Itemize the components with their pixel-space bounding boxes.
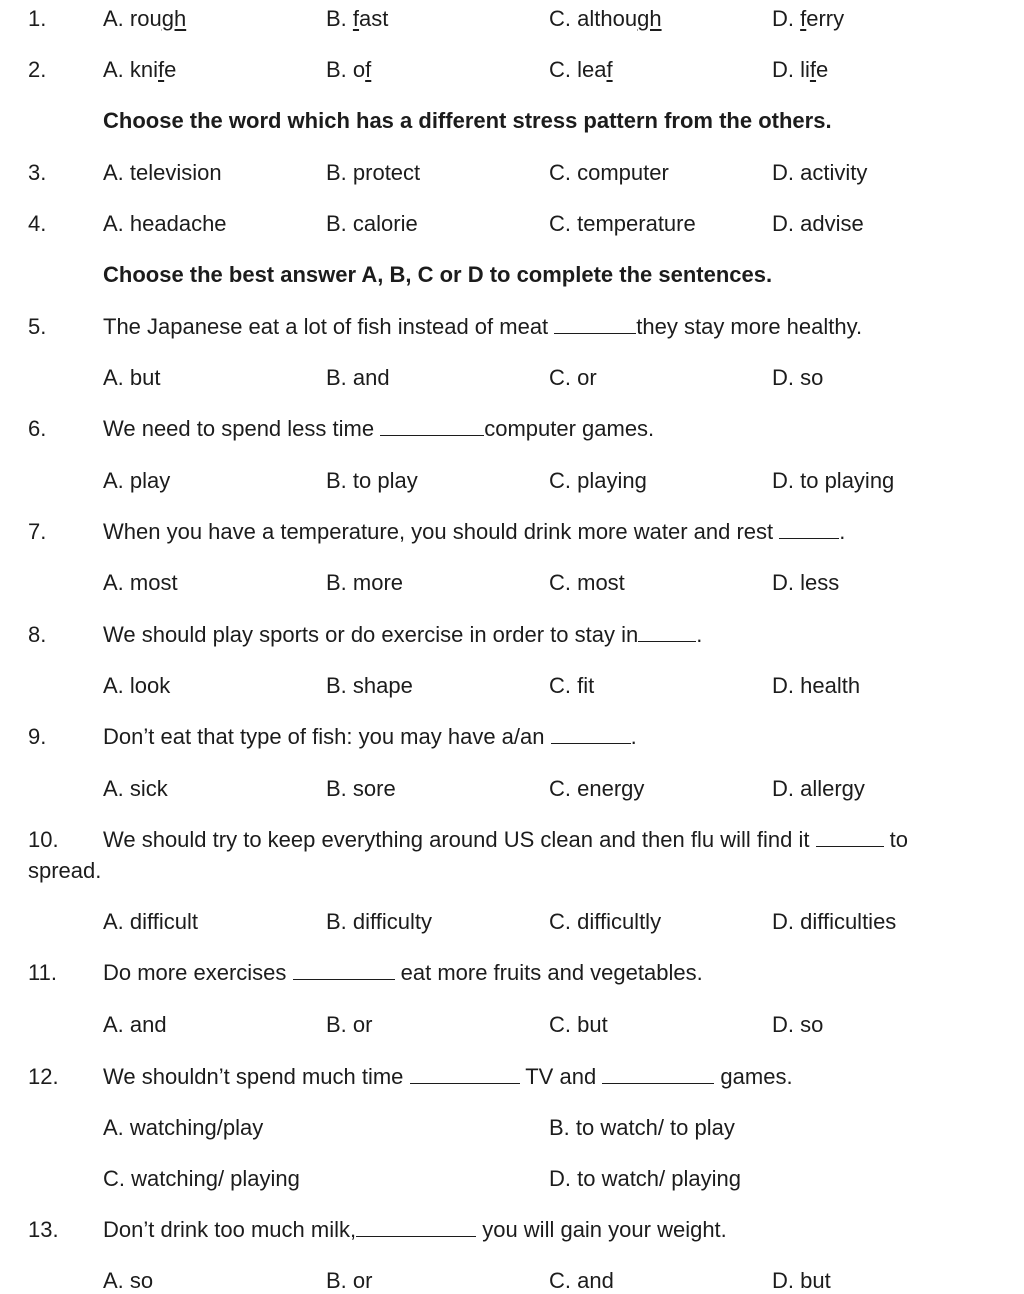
answer-blank[interactable] <box>293 960 395 980</box>
option-b[interactable]: B. sore <box>326 776 396 801</box>
option-d[interactable]: D. difficulties <box>772 909 897 934</box>
section-heading: Choose the best answer A, B, C or D to complete the sentences. <box>103 262 773 287</box>
question-number: 9. <box>28 724 47 749</box>
option-b[interactable]: B. to play <box>326 468 418 493</box>
option-c[interactable]: C. playing <box>549 468 647 493</box>
question-text: When you have a temperature, you should drink more water and rest . <box>103 519 846 544</box>
option-b[interactable]: B. protect <box>326 160 421 185</box>
answer-blank[interactable] <box>602 1064 714 1084</box>
underlined-sound: gh <box>161 6 187 31</box>
underlined-sound: f <box>352 6 360 31</box>
option-a[interactable]: A. play <box>103 468 171 493</box>
option-d[interactable]: D. allergy <box>772 776 865 801</box>
option-d[interactable]: D. life <box>772 57 829 82</box>
option-a[interactable]: A. television <box>103 160 222 185</box>
option-b[interactable]: B. shape <box>326 673 413 698</box>
question-number: 6. <box>28 416 47 441</box>
option-d[interactable]: D. to watch/ playing <box>549 1166 741 1191</box>
option-d[interactable]: D. to playing <box>772 468 895 493</box>
question-text: Do more exercises eat more fruits and vegetables. <box>103 960 703 985</box>
option-b[interactable]: B. more <box>326 570 404 595</box>
option-c[interactable]: C. but <box>549 1012 608 1037</box>
option-c[interactable]: C. or <box>549 365 597 390</box>
question-number: 12. <box>28 1064 59 1089</box>
question-number: 7. <box>28 519 47 544</box>
question-number: 13. <box>28 1217 59 1242</box>
option-b[interactable]: B. calorie <box>326 211 418 236</box>
option-d[interactable]: D. ferry <box>772 6 845 31</box>
option-c[interactable]: C. although <box>549 6 662 31</box>
underlined-sound: f <box>809 57 817 82</box>
option-a[interactable]: A. knife <box>103 57 177 82</box>
option-b[interactable]: B. and <box>326 365 390 390</box>
option-c[interactable]: C. difficultly <box>549 909 662 934</box>
answer-blank[interactable] <box>816 827 884 847</box>
option-b[interactable]: B. of <box>326 57 372 82</box>
question-text: The Japanese eat a lot of fish instead of meat they stay more healthy. <box>103 314 863 339</box>
option-d[interactable]: D. but <box>772 1268 831 1293</box>
option-c[interactable]: C. computer <box>549 160 669 185</box>
underlined-sound: f <box>365 57 372 82</box>
underlined-sound: f <box>606 57 613 82</box>
option-c[interactable]: C. fit <box>549 673 595 698</box>
option-a[interactable]: A. rough <box>103 6 187 31</box>
option-a[interactable]: A. most <box>103 570 178 595</box>
underlined-sound: f <box>800 6 807 31</box>
question-text: We need to spend less time computer games. <box>103 416 655 441</box>
question-text: We shouldn’t spend much time TV and games. <box>103 1064 793 1089</box>
option-d[interactable]: D. health <box>772 673 861 698</box>
question-number: 8. <box>28 622 47 647</box>
option-c[interactable]: C. energy <box>549 776 645 801</box>
option-b[interactable]: B. difficulty <box>326 909 432 934</box>
question-number: 4. <box>28 211 47 236</box>
answer-blank[interactable] <box>356 1217 476 1237</box>
answer-blank[interactable] <box>551 724 631 744</box>
section-heading: Choose the word which has a different stress pattern from the others. <box>103 108 832 133</box>
option-a[interactable]: A. difficult <box>103 909 198 934</box>
option-d[interactable]: D. advise <box>772 211 864 236</box>
option-a[interactable]: A. but <box>103 365 161 390</box>
answer-blank[interactable] <box>779 519 839 539</box>
question-text-wrap: spread. <box>28 858 102 883</box>
option-d[interactable]: D. less <box>772 570 840 595</box>
question-number: 3. <box>28 160 47 185</box>
question-text: Don’t drink too much milk, you will gain your weight. <box>103 1217 727 1242</box>
option-a[interactable]: A. watching/play <box>103 1115 264 1140</box>
option-a[interactable]: A. headache <box>103 211 227 236</box>
answer-blank[interactable] <box>380 416 484 436</box>
option-a[interactable]: A. sick <box>103 776 168 801</box>
answer-blank[interactable] <box>554 314 636 334</box>
answer-blank[interactable] <box>638 622 696 642</box>
option-b[interactable]: B. or <box>326 1268 373 1293</box>
underlined-sound: gh <box>637 6 662 31</box>
question-number: 11. <box>28 960 57 985</box>
option-a[interactable]: A. look <box>103 673 171 698</box>
option-a[interactable]: A. so <box>103 1268 154 1293</box>
option-a[interactable]: A. and <box>103 1012 167 1037</box>
question-number: 1. <box>28 6 47 31</box>
option-c[interactable]: C. watching/ playing <box>103 1166 300 1191</box>
question-number: 10. <box>28 827 59 852</box>
option-c[interactable]: C. leaf <box>549 57 613 82</box>
question-text: Don’t eat that type of fish: you may have a/an . <box>103 724 637 749</box>
option-c[interactable]: C. most <box>549 570 625 595</box>
question-text: We should try to keep everything around US clean and then flu will find it to <box>103 827 909 852</box>
option-b[interactable]: B. or <box>326 1012 373 1037</box>
option-b[interactable]: B. fast <box>326 6 389 31</box>
question-text: We should play sports or do exercise in order to stay in . <box>103 622 703 647</box>
answer-blank[interactable] <box>410 1064 520 1084</box>
question-number: 2. <box>28 57 47 82</box>
option-c[interactable]: C. temperature <box>549 211 696 236</box>
option-d[interactable]: D. so <box>772 1012 824 1037</box>
option-c[interactable]: C. and <box>549 1268 614 1293</box>
question-number: 5. <box>28 314 47 339</box>
option-d[interactable]: D. activity <box>772 160 868 185</box>
option-d[interactable]: D. so <box>772 365 824 390</box>
option-b[interactable]: B. to watch/ to play <box>549 1115 735 1140</box>
underlined-sound: f <box>158 57 165 82</box>
